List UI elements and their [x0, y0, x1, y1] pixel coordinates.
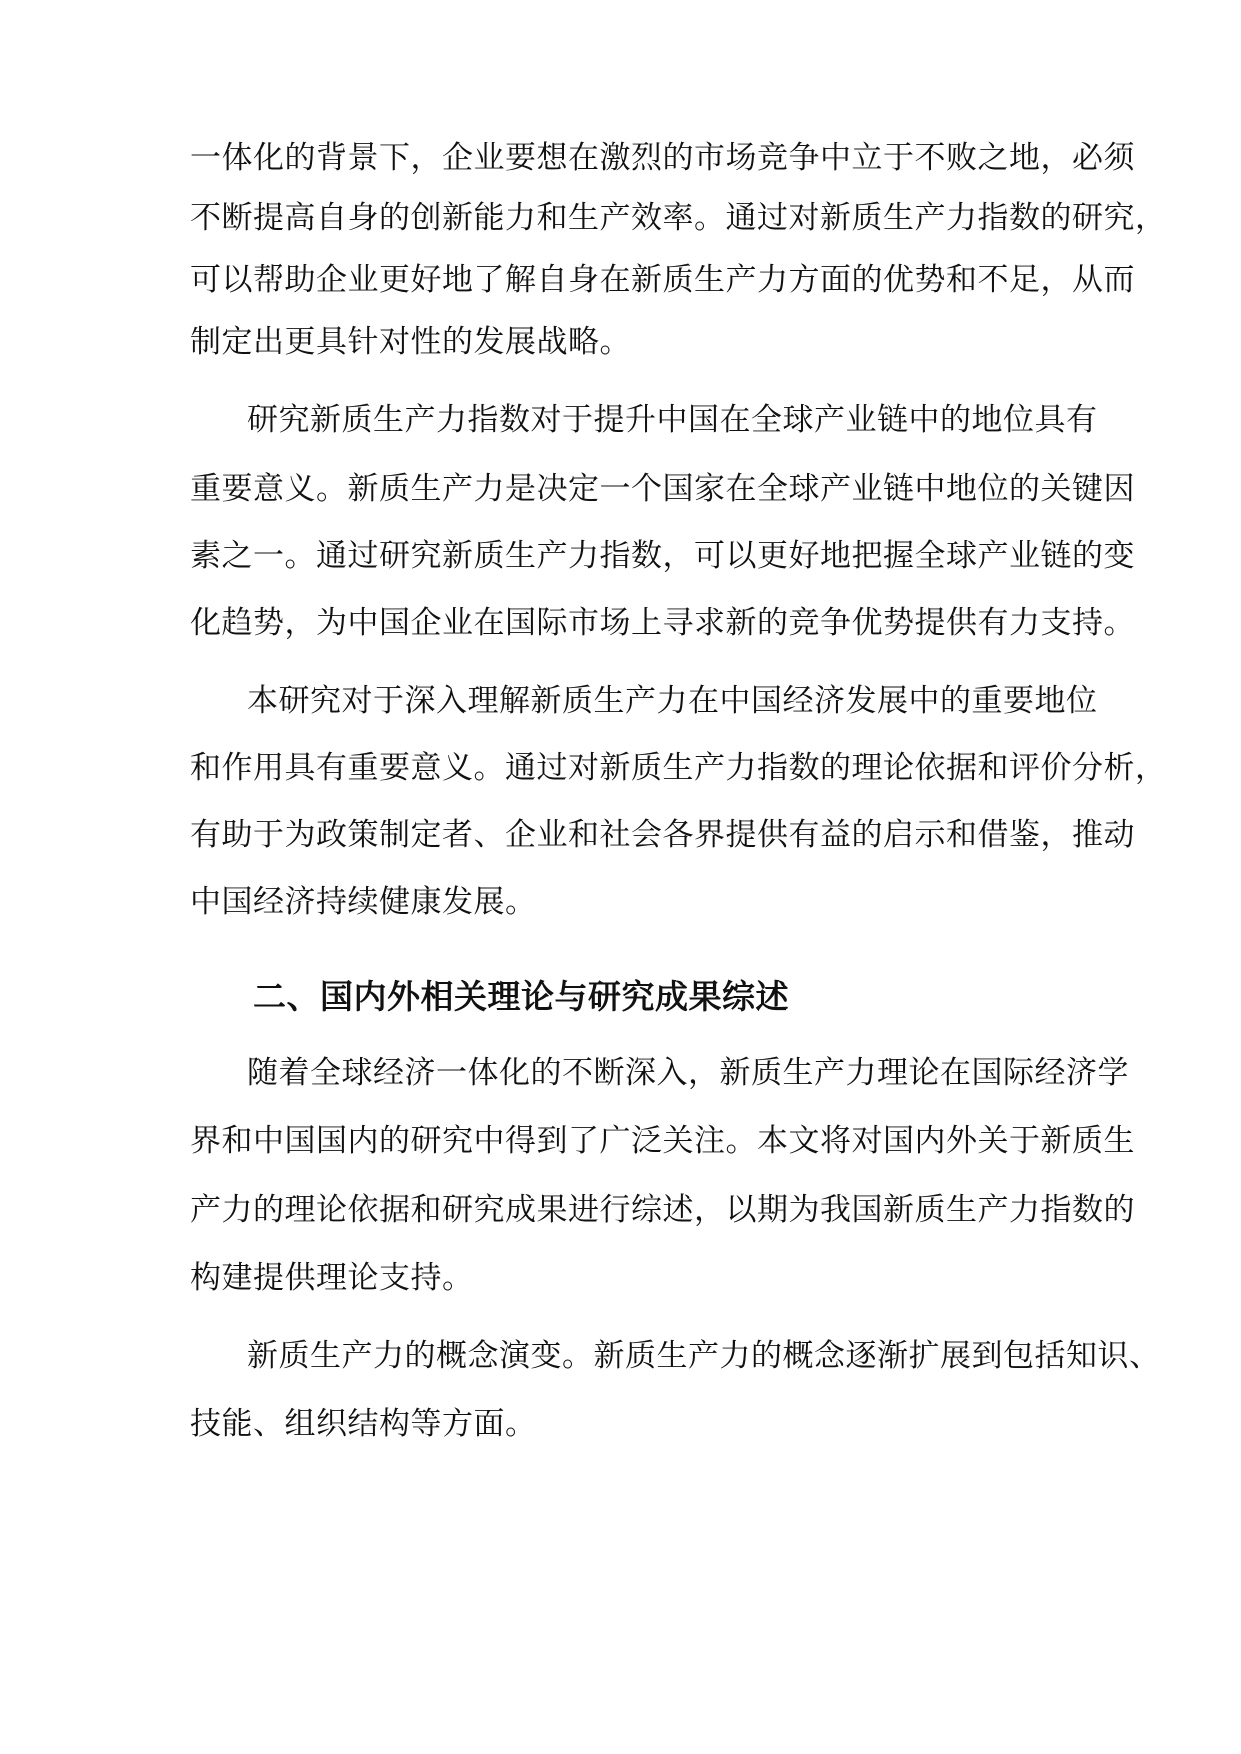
paragraph-1-line-3: 可以帮助企业更好地了解自身在新质生产力方面的优势和不足，从而 [190, 262, 1135, 298]
paragraph-2-line-1: 研究新质生产力指数对于提升中国在全球产业链中的地位具有 [247, 402, 1098, 438]
paragraph-2-line-4: 化趋势，为中国企业在国际市场上寻求新的竞争优势提供有力支持。 [190, 605, 1135, 641]
paragraph-4-line-4: 构建提供理论支持。 [190, 1260, 474, 1296]
paragraph-3-line-2: 和作用具有重要意义。通过对新质生产力指数的理论依据和评价分析， [190, 750, 1167, 786]
paragraph-5-line-2: 技能、组织结构等方面。 [190, 1406, 537, 1442]
paragraph-1-line-4: 制定出更具针对性的发展战略。 [190, 324, 631, 360]
paragraph-5-line-1: 新质生产力的概念演变。新质生产力的概念逐渐扩展到包括知识、 [247, 1338, 1161, 1374]
paragraph-2-line-2: 重要意义。新质生产力是决定一个国家在全球产业链中地位的关键因 [190, 471, 1135, 507]
paragraph-2-line-3: 素之一。通过研究新质生产力指数，可以更好地把握全球产业链的变 [190, 538, 1135, 574]
paragraph-4-line-3: 产力的理论依据和研究成果进行综述，以期为我国新质生产力指数的 [190, 1192, 1135, 1228]
paragraph-3-line-1: 本研究对于深入理解新质生产力在中国经济发展中的重要地位 [247, 683, 1098, 719]
paragraph-4-line-1: 随着全球经济一体化的不断深入，新质生产力理论在国际经济学 [247, 1055, 1129, 1091]
paragraph-4-line-2: 界和中国国内的研究中得到了广泛关注。本文将对国内外关于新质生 [190, 1123, 1135, 1159]
paragraph-1-line-1: 一体化的背景下，企业要想在激烈的市场竞争中立于不败之地，必须 [190, 140, 1135, 176]
section-heading: 二、国内外相关理论与研究成果综述 [253, 977, 789, 1016]
paragraph-3-line-4: 中国经济持续健康发展。 [190, 884, 537, 920]
paragraph-3-line-3: 有助于为政策制定者、企业和社会各界提供有益的启示和借鉴，推动 [190, 817, 1135, 853]
paragraph-1-line-2: 不断提高自身的创新能力和生产效率。通过对新质生产力指数的研究， [190, 200, 1167, 236]
